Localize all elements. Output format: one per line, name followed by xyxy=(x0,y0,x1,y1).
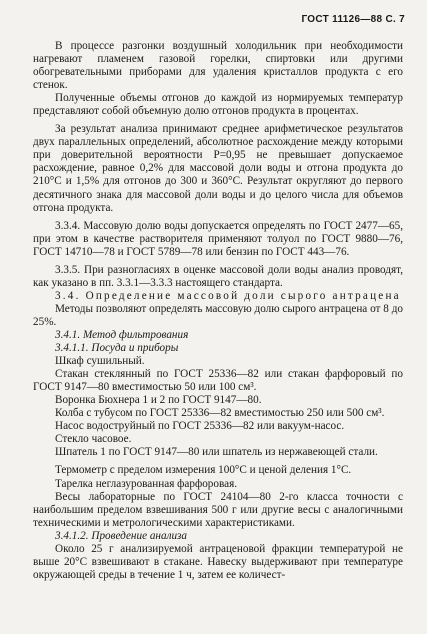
paragraph: Методы позволяют определять массовую долю сырого антрацена от 8 до 25%. xyxy=(33,302,403,328)
subsection-title: 3.4.1. Метод фильтрования xyxy=(55,328,189,341)
list-item: Весы лабораторные по ГОСТ 24104—80 2-го класса точности с наибольшим пределом взвешивания 500 г или другие весы с аналогичными техническими и метрологическими характеристиками. xyxy=(33,490,403,529)
subsection-heading xyxy=(33,530,403,543)
list-item: Колба с тубусом по ГОСТ 25336—82 вместимостью 250 или 500 см³. xyxy=(55,407,385,420)
paragraph: 3.3.4. Массовую долю воды допускается определять по ГОСТ 2477—65, при этом в качестве растворителя применяют толуол по ГОСТ 9880—76, ГОСТ 14710—78 и ГОСТ 5789—78 или бензин по ГОСТ 443—76. xyxy=(33,219,403,258)
list-item: Шкаф сушильный. xyxy=(55,355,145,368)
list-item: Шпатель 1 по ГОСТ 9147—80 или шпатель из нержавеющей стали. xyxy=(55,446,378,459)
list-item: Насос водоструйный по ГОСТ 25336—82 или вакуум-насос. xyxy=(55,420,345,433)
paragraph: 3.3.5. При разногласиях в оценке массовой доли воды анализ проводят, как указано в пп. 3.3.1—3.3.3 настоящего стандарта. xyxy=(33,263,403,289)
list-item: Тарелка неглазурованная фарфоровая. xyxy=(55,477,238,490)
subsection-heading xyxy=(33,329,403,342)
paragraph: Полученные объемы отгонов до каждой из нормируемых температур представляют собой объемную долю отгонов продукта в процентах. xyxy=(33,92,403,118)
subsection-title: 3.4.1.2. Проведение анализа xyxy=(55,529,188,542)
list-item: Термометр с пределом измерения 100°С и ценой деления 1°С. xyxy=(55,464,352,477)
section-heading: 3.4. Определение массовой доли сырого антрацена xyxy=(55,289,401,302)
paragraph: За результат анализа принимают среднее арифметическое результатов двух параллельных определений, абсолютное расхождение между которыми при доверительной вероятности P=0,95 не превышает допускаемое расхождение, равное 0,2% для массовой доли воды и отгона продукта до 210°С и 1,5% для отгонов до 300 и 360°С. Результат округляют до первого десятичного знака для массовой доли воды и до целого числа для объемов отгона продукта. xyxy=(33,123,403,214)
subsection-heading xyxy=(33,342,403,355)
paragraph: В процессе разгонки воздушный холодильник при необходимости нагревают пламенем газовой горелки, спиртовки или другими обогревательными приборами для удаления кристаллов продукта с его стенок. xyxy=(33,40,403,92)
document-body xyxy=(33,40,403,582)
list-item: Воронка Бюхнера 1 и 2 по ГОСТ 9147—80. xyxy=(55,394,262,407)
paragraph: Около 25 г анализируемой антраценовой фракции температурой не выше 20°С взвешивают в стакане. Навеску выдерживают при температуре окружающей среды в течение 1 ч, затем ее количест- xyxy=(33,542,403,581)
page-header: ГОСТ 11126—88 С. 7 xyxy=(301,14,405,25)
list-item: Стакан стеклянный по ГОСТ 25336—82 или стакан фарфоровый по ГОСТ 9147—80 вместимостью 50 или 100 см³. xyxy=(33,368,403,394)
list-item: Стекло часовое. xyxy=(55,433,132,446)
subsection-title: 3.4.1.1. Посуда и приборы xyxy=(55,342,179,355)
